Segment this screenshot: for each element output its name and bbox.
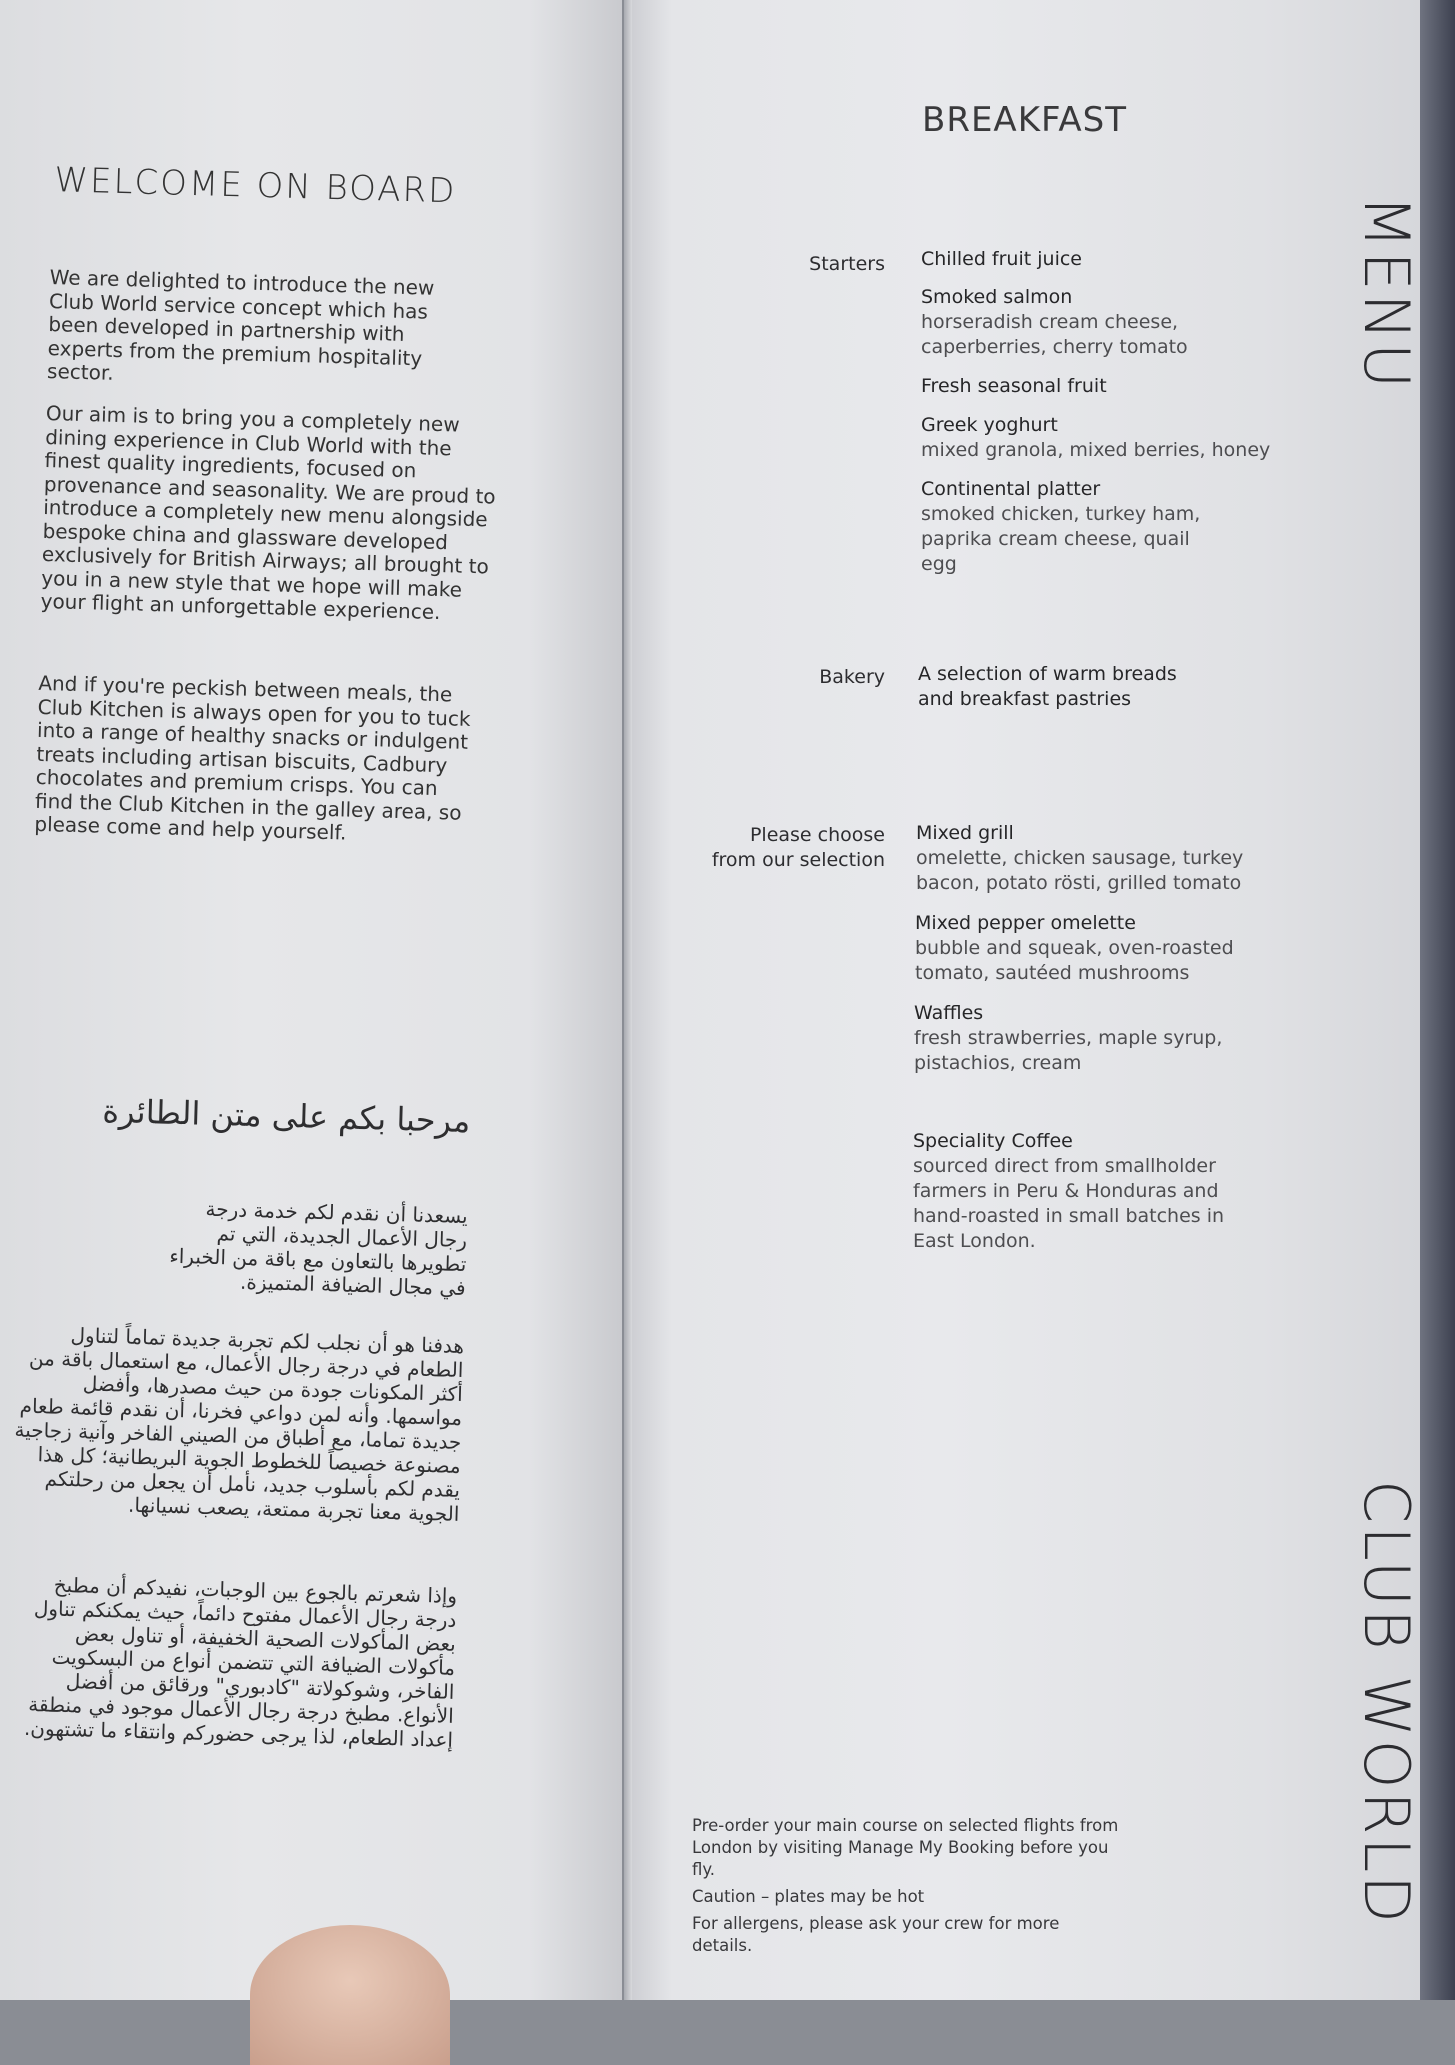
menu-item (921, 247, 1341, 272)
item-description: horseradish cream cheese, caperberries, cherry tomato (921, 311, 1188, 358)
menu-item (921, 285, 1301, 360)
welcome-panel (0, 0, 626, 2015)
caution-note: Caution – plates may be hot (692, 1887, 925, 1906)
menu-side-title: MENU (1350, 195, 1423, 392)
section-label-selection: Please choose from our selection (711, 824, 885, 871)
item-description: mixed granola, mixed berries, honey (921, 439, 1271, 461)
item-name: Chilled fruit juice (921, 248, 1082, 270)
item-description: fresh strawberries, maple syrup, pistachios, cream (914, 1027, 1223, 1074)
section-label-starters: Starters (809, 253, 885, 275)
thumb (250, 1925, 450, 2065)
welcome-paragraph: And if you're peckish between meals, the Club Kitchen is always open for you to tuck into a range of healthy snacks or indulgent treats including artisan biscuits, Cadbury chocolates and premium crisps. You can find the Club Kitchen in the galley area, so please come and help yourself. (34, 670, 471, 845)
item-description: bubble and squeak, oven-roasted tomato, sautéed mushrooms (915, 937, 1234, 984)
menu-item (918, 662, 1198, 712)
menu-item (916, 821, 1306, 896)
item-description: omelette, chicken sausage, turkey bacon, potato rösti, grilled tomato (916, 847, 1244, 894)
item-description: smoked chicken, turkey ham, paprika cream cheese, quail egg (921, 503, 1201, 575)
arabic-paragraph: يسعدنا أن نقدم لكم خدمة درجة رجال الأعمال الجديدة، التي تم تطويرها بالتعاون مع باقة من الخبراء في مجال الضيافة المتميزة. (169, 1196, 469, 1301)
item-name: Fresh seasonal fruit (921, 375, 1107, 397)
menu-item (921, 413, 1341, 463)
item-name: Mixed grill (916, 822, 1014, 844)
arabic-welcome-title: مرحبا بكم على متن الطائرة (101, 1091, 471, 1141)
menu-item (921, 374, 1341, 399)
arabic-paragraph: وإذا شعرتم بالجوع بين الوجبات، نفيدكم أن مطبخ درجة رجال الأعمال مفتوح دائماً، حيث يمكنكم تناول بعض المأكولات الصحية الخفيفة، أو تناول بعض مأكولات الضيافة التي تتضمن أنواع من البسكويت الفاخر، وشوكولاتة "كادبوري" ورقائق من أفضل الأنواع. مطبخ درجة رجال الأعمال موجود في منطقة إعداد الطعام، لذا يرجى حضوركم وانتقاء ما تشتهون. (23, 1572, 458, 1752)
menu-footer (692, 1815, 1122, 1962)
item-description: sourced direct from smallholder farmers in Peru & Honduras and hand-roasted in small batches in East London. (913, 1155, 1225, 1252)
allergen-note: For allergens, please ask your crew for more details. (692, 1914, 1060, 1955)
meal-title: BREAKFAST (922, 100, 1128, 140)
item-name: Waffles (914, 1002, 984, 1024)
club-world-side-title: CLUB WORLD (1350, 1480, 1423, 1926)
item-name: A selection of warm breads and breakfast pastries (918, 663, 1177, 710)
menu-item-coffee (913, 1129, 1233, 1254)
item-name: Smoked salmon (921, 286, 1073, 308)
section-label-bakery: Bakery (819, 666, 885, 688)
welcome-paragraph: We are delighted to introduce the new Club World service concept which has been developed in partnership with experts from the premium hospitality sector. (46, 265, 435, 385)
item-name: Speciality Coffee (913, 1130, 1073, 1152)
preorder-note: Pre-order your main course on selected flights from London by visiting Manage My Booking before you fly. (692, 1816, 1119, 1879)
welcome-paragraph: Our aim is to bring you a completely new dining experience in Club World with the finest quality ingredients, focused on provenance and seasonality. We are proud to introduce a completely new menu alongside bespoke china and glassware developed exclusively for British Airways; all brought to you in a new style that we hope will make your flight an unforgettable experience. (40, 400, 496, 625)
arabic-paragraph: هدفنا هو أن نجلب لكم تجربة جديدة تماماً لتناول الطعام في درجة رجال الأعمال، مع استعمال باقة من أكثر المكونات جودة من حيث مصدرها، وأفضل مواسمها. وأنه لمن دواعي فخرنا، أن نقدم قائمة طعام جديدة تماما، مع أطباق من الصيني الفاخر وآنية زجاجية مصنوعة خصيصاً للخطوط الجوية البريطانية؛ كل هذا يقدم لكم بأسلوب جديد، نأمل أن يجعل من رحلتكم الجوية معنا تجربة ممتعة، يصعب نسيانها. (14, 1323, 465, 1526)
background-edge (1420, 0, 1455, 2000)
menu-item (921, 477, 1231, 577)
item-name: Continental platter (921, 478, 1101, 500)
welcome-title: WELCOME ON BOARD (53, 160, 457, 212)
menu-item (915, 911, 1305, 986)
item-name: Mixed pepper omelette (915, 912, 1136, 934)
menu-item (914, 1001, 1324, 1076)
item-name: Greek yoghurt (921, 414, 1058, 436)
